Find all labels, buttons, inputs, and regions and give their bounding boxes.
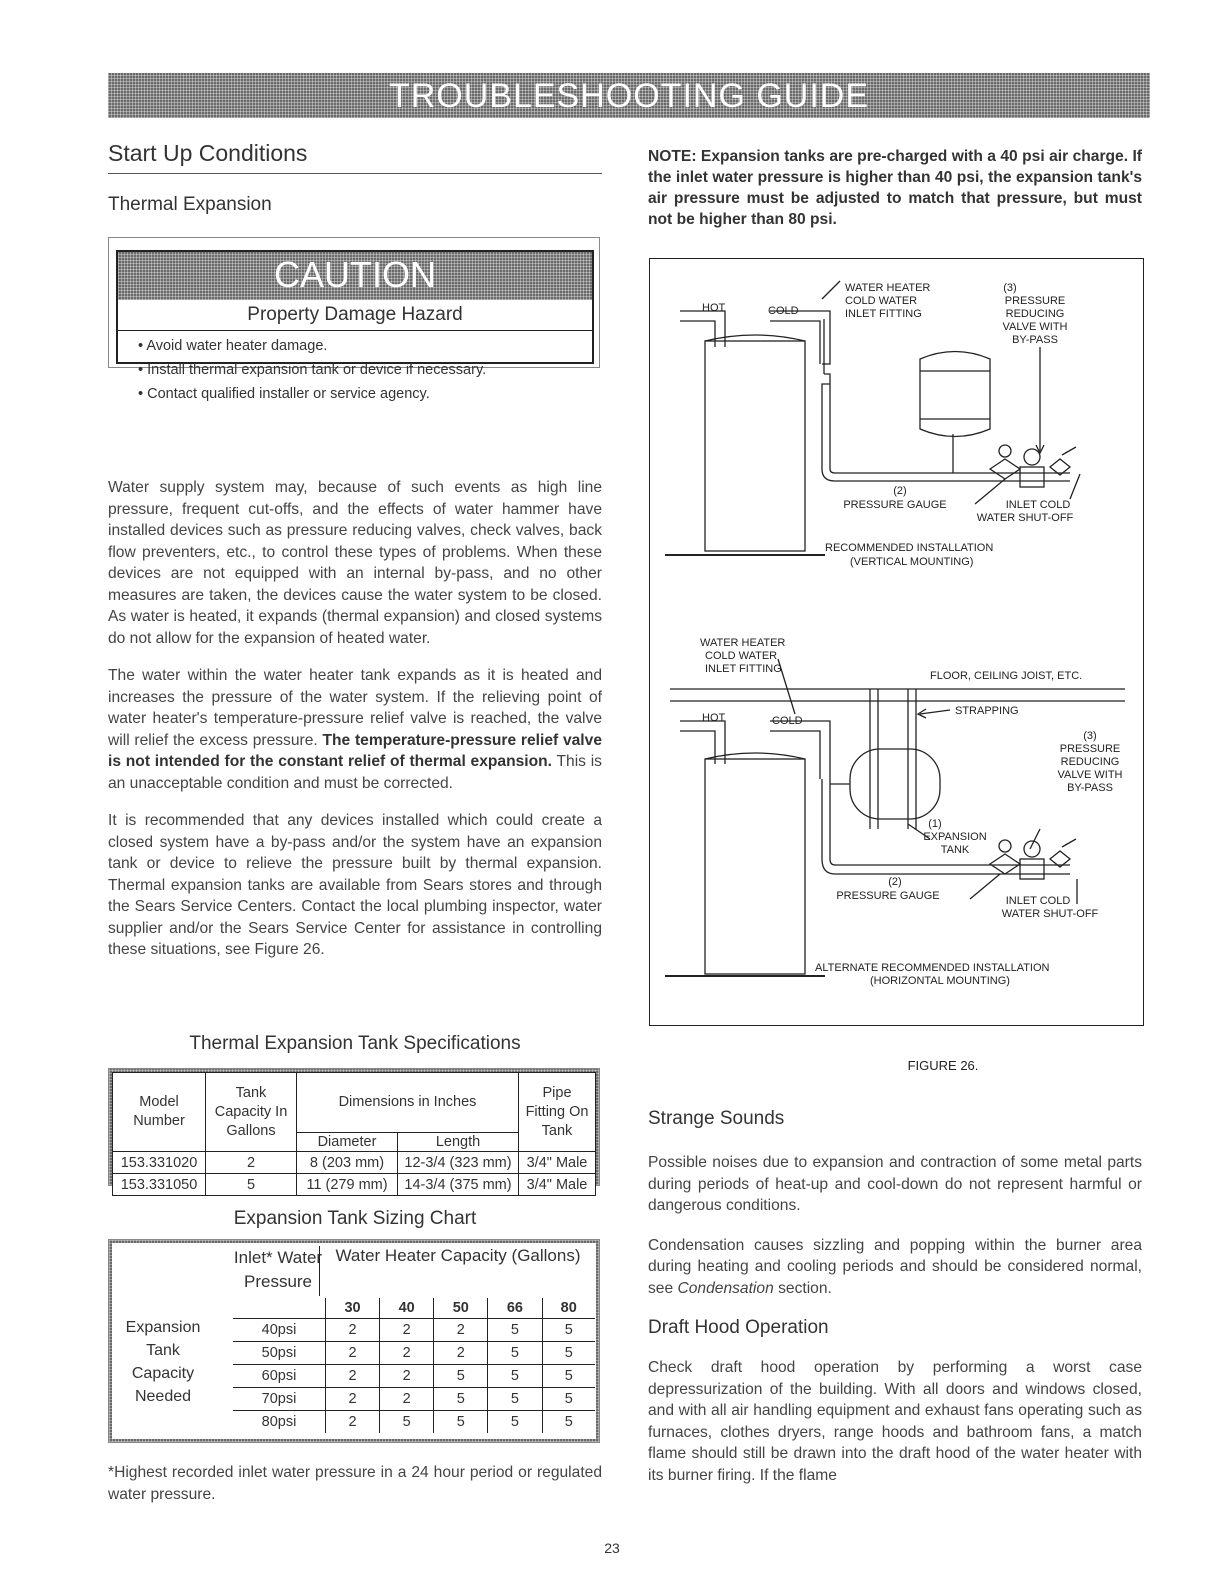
table-row: 70psi 2 2 5 5 5 xyxy=(233,1387,595,1410)
spec-header-model: Model Number xyxy=(113,1073,206,1152)
table-row: 50psi 2 2 2 5 5 xyxy=(233,1341,595,1364)
table-row: 153.331050 5 11 (279 mm) 14-3/4 (375 mm) 3/4" Male xyxy=(113,1174,596,1196)
paragraph-1: Water supply system may, because of such events as high line pressure, frequent cut-offs, and the effects of water hammer have installed devices such as pressure reducing valves, check valves, back flow preventers, etc., to control these types of problems. When these devices are not equipped with an internal by-pass, and no other measures are taken, the devices cause the water system to be closed. As water is heated, it expands (thermal expansion) and closed systems do not allow for the expansion of heated water. xyxy=(108,479,602,647)
sizing-table-frame xyxy=(108,1239,600,1443)
svg-text:REDUCING: REDUCING xyxy=(1005,308,1065,320)
svg-text:INLET FITTING: INLET FITTING xyxy=(845,308,922,320)
sizing-header-inlet: Inlet* Water Pressure xyxy=(233,1248,323,1291)
sizing-title: Expansion Tank Sizing Chart xyxy=(233,1208,477,1229)
spec-header-length: Length xyxy=(398,1133,519,1152)
svg-text:WATER SHUT-OFF: WATER SHUT-OFF xyxy=(1001,908,1099,920)
caution-header xyxy=(118,252,592,300)
strange-sounds-p2: Condensation causes sizzling and popping within the burner area during heating and cooling periods and should be considered normal, see Condensation section. xyxy=(648,1236,1142,1297)
page-number: 23 xyxy=(604,1540,620,1556)
table-row: 80psi 2 5 5 5 5 xyxy=(233,1410,595,1433)
spec-header-pipe: Pipe Fitting On Tank xyxy=(519,1073,596,1152)
strapping-label: STRAPPING xyxy=(955,705,1019,717)
svg-text:TANK: TANK xyxy=(940,844,970,856)
sizing-row-label: Expansion Tank Capacity Needed xyxy=(125,1319,201,1405)
svg-text:PRESSURE: PRESSURE xyxy=(1004,295,1066,307)
page-banner xyxy=(108,73,1150,118)
strange-sounds-title: Strange Sounds xyxy=(648,1108,785,1129)
paragraph-3: It is recommended that any devices installed which could create a closed system have a by-pass and/or the system have an expansion tank or device to relieve the pressure built by thermal expansion. Thermal expansion tanks are available from Sears stores and through the Sears Service Centers. Contact the local plumbing inspector, water supplier and/or the Sears Service Center for assistance in controlling these situations, see Figure 26. xyxy=(108,812,602,958)
spec-title: Thermal Expansion Tank Specifications xyxy=(189,1033,521,1054)
expansion-note: NOTE: Expansion tanks are pre-charged with a 40 psi air charge. If the inlet water pressure is higher than 40 psi, the expansion tank's air pressure must be adjusted to match that pressure, but must not be higher than 80 psi. xyxy=(648,148,1142,228)
svg-text:(1): (1) xyxy=(928,818,942,830)
caution-item: • Avoid water heater damage. xyxy=(138,338,328,354)
table-row: 40psi 2 2 2 5 5 xyxy=(233,1318,595,1341)
svg-text:REDUCING: REDUCING xyxy=(1060,756,1120,768)
left-column xyxy=(108,140,602,216)
water-heater-vertical xyxy=(705,341,805,551)
svg-text:(HORIZONTAL MOUNTING): (HORIZONTAL MOUNTING) xyxy=(870,975,1010,987)
svg-text:(3): (3) xyxy=(1083,730,1097,742)
cold-label: COLD xyxy=(768,305,799,317)
svg-text:WATER HEATER: WATER HEATER xyxy=(845,282,931,294)
subsection-title: Thermal Expansion xyxy=(108,194,272,215)
svg-text:(VERTICAL MOUNTING): (VERTICAL MOUNTING) xyxy=(850,556,974,568)
strange-sounds-p1: Possible noises due to expansion and contraction of some metal parts during periods of heat-up and cool-down do not represent harmful or dangerous conditions. xyxy=(648,1154,1142,1214)
svg-text:PRESSURE: PRESSURE xyxy=(1059,743,1121,755)
caution-subheading: Property Damage Hazard xyxy=(118,300,592,331)
water-heater-horizontal xyxy=(705,759,805,974)
svg-text:PRESSURE GAUGE: PRESSURE GAUGE xyxy=(843,499,947,511)
caution-box xyxy=(108,237,600,402)
caution-item: • Contact qualified installer or service agency. xyxy=(138,386,430,402)
paragraph-2: The water within the water heater tank expands as it is heated and increases the pressure of the water system. If the relieving point of water heater's temperature-pressure relief valve is reached, the valve will relief the excess pressure. The temperature-pressure relief valve is not intended for the constant relief of thermal expansion. This is an unacceptable condition and must be corrected. xyxy=(108,667,602,792)
section-rule xyxy=(108,173,602,174)
banner-title: TROUBLESHOOTING GUIDE xyxy=(388,77,870,115)
svg-text:VALVE WITH: VALVE WITH xyxy=(1002,321,1068,333)
svg-text:WATER HEATER: WATER HEATER xyxy=(700,637,786,649)
svg-text:(2): (2) xyxy=(893,485,907,497)
svg-text:HOT: HOT xyxy=(702,712,726,724)
spec-table-frame xyxy=(108,1068,600,1193)
svg-text:INLET FITTING: INLET FITTING xyxy=(705,663,782,675)
installation-diagram xyxy=(650,259,1143,1025)
figure-label: FIGURE 26. xyxy=(907,1058,979,1073)
svg-text:COLD: COLD xyxy=(772,715,803,727)
svg-text:RECOMMENDED INSTALLATION: RECOMMENDED INSTALLATION xyxy=(825,542,994,554)
svg-text:COLD WATER: COLD WATER xyxy=(705,650,778,662)
spec-table xyxy=(112,1072,596,1196)
svg-text:ALTERNATE RECOMMENDED INSTALLA: ALTERNATE RECOMMENDED INSTALLATION xyxy=(815,962,1050,974)
svg-text:COLD WATER: COLD WATER xyxy=(845,295,918,307)
floor-label: FLOOR, CEILING JOIST, ETC. xyxy=(930,670,1083,682)
svg-text:BY-PASS: BY-PASS xyxy=(1067,782,1113,794)
svg-text:(2): (2) xyxy=(888,876,902,888)
footnote: *Highest recorded inlet water pressure in a 24 hour period or regulated water pressure. xyxy=(108,1464,602,1503)
sizing-table xyxy=(233,1298,595,1433)
table-row: 60psi 2 2 5 5 5 xyxy=(233,1364,595,1387)
svg-text:BY-PASS: BY-PASS xyxy=(1012,334,1058,346)
section-title: Start Up Conditions xyxy=(108,140,308,166)
svg-text:VALVE WITH: VALVE WITH xyxy=(1057,769,1123,781)
draft-hood-title: Draft Hood Operation xyxy=(648,1317,829,1338)
sizing-header-capacity: Water Heater Capacity (Gallons) xyxy=(319,1246,596,1296)
svg-text:(3): (3) xyxy=(1003,282,1017,294)
table-row: 153.331020 2 8 (203 mm) 12-3/4 (323 mm) 3/4" Male xyxy=(113,1152,596,1174)
svg-text:INLET COLD: INLET COLD xyxy=(1005,499,1071,511)
caution-item: • Install thermal expansion tank or device if necessary. xyxy=(138,362,487,378)
svg-text:EXPANSION: EXPANSION xyxy=(923,831,987,843)
caution-list xyxy=(138,334,486,406)
svg-text:WATER SHUT-OFF: WATER SHUT-OFF xyxy=(976,512,1074,524)
caution-heading: CAUTION xyxy=(274,254,436,295)
spec-header-diameter: Diameter xyxy=(297,1133,398,1152)
spec-header-dimensions: Dimensions in Inches xyxy=(297,1073,519,1133)
svg-text:PRESSURE GAUGE: PRESSURE GAUGE xyxy=(836,890,940,902)
figure-26 xyxy=(649,258,1144,1026)
svg-text:INLET COLD: INLET COLD xyxy=(1005,895,1071,907)
hot-label: HOT xyxy=(702,302,726,314)
table-row: 30 40 50 66 80 xyxy=(233,1298,595,1318)
spec-header-capacity: Tank Capacity In Gallons xyxy=(206,1073,297,1152)
draft-hood-paragraph: Check draft hood operation by performing a worst case depressurization of the building. With all doors and windows closed, and with all air handling equipment and exhaust fans operating such as furnaces, clothes dryers, range hoods and bathroom fans, a match flame should still be drawn into the draft hood of the water heater with its burner firing. If the flame xyxy=(648,1359,1142,1484)
